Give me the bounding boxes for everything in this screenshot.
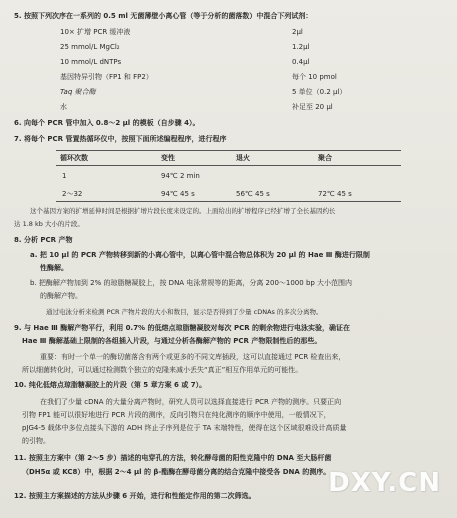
step8-heading: 8. 分析 PCR 产物 [14,236,73,244]
table-cell: 2～32 [62,190,83,198]
step10-line: 在我们了少量 cDNA 的大量分离产物时，研究人员可以选择直接进行 PCR 产物的测序。只要正向 [40,398,342,406]
step10-heading: 10. 纯化低熔点琼脂糖凝胶上的片段（第 5 章方案 6 或 7）。 [14,381,207,389]
reagent-name: Taq 聚合酶 [60,88,96,96]
reagent-name: 10 mmol/L dNTPs [60,58,122,66]
reagent-amount: 2μl [292,28,303,36]
reagent-name: 10× 扩增 PCR 缓冲液 [60,28,131,36]
step7-text: 7. 将每个 PCR 管置热循环仪中，按照下面所述编程程序，进行程序 [14,135,227,143]
table-top-rule [56,150,401,151]
reagent-amount: 每个 10 pmol [292,73,337,81]
step8b-note: 通过电泳分析来检测 PCR 产物片段的大小和数目，显示是否得到了少量 cDNAs 的多次分离物。 [46,308,323,316]
table-note-line: 达 1.8 kb 大小的片段。 [14,220,84,228]
table-note-line: 这个基因方案的扩增延伸时间是根据扩增片段长度来设定的。上面给出的扩增程序已经扩增了全长基因约长 [30,207,336,215]
reagent-amount: 1.2μl [292,43,310,51]
reagent-name: 基因特异引物（FP1 和 FP2） [60,73,153,81]
reagent-amount: 0.4μl [292,58,310,66]
table-header: 退火 [236,154,250,162]
step6-text: 6. 向每个 PCR 管中加入 0.8～2 μl 的模板（自步骤 4）。 [14,119,200,127]
step9-important: 所以细菌转化时，可以通过检测数个独立的克隆来减小丢失“真正”相互作用单元的可能性。 [22,366,303,374]
step8a-line: a. 把 10 μl 的 PCR 产物转移到新的小离心管中，以离心管中混合物总体积为 20 μl 的 Hae Ⅲ 酶进行限制 [30,251,370,259]
reagent-amount: 补足至 20 μl [292,103,333,111]
table-cell: 72℃ 45 s [318,190,352,198]
table-header: 聚合 [318,154,332,162]
reagent-name: 25 mmol/L MgCl₂ [60,43,120,51]
step10-line: 引物 FP1 能可以很好地进行 PCR 片段的测序，反向引物只在纯化测序的顺序中使用，一般情况下， [22,411,331,419]
step11-line: （DH5α 或 KC8）中，根据 2～4 μl 的 β-酯酶在酵母菌分离的结合克隆中接受各 DNA 的测序。 [22,468,331,476]
table-cell: 94℃ 45 s [161,190,195,198]
table-header: 循环次数 [60,154,88,162]
table-cell: 1 [62,172,67,180]
table-bottom-rule [56,201,401,202]
step9-line: 9. 与 Hae Ⅲ 酶解产物平行，利用 0.7% 的低熔点琼脂糖凝胶对每次 PCR 的剩余物进行电泳实验，确证在 [14,324,351,332]
step10-line: pJG4-5 载体中多位点接头下游的 ADH 终止子序列是位于 TA 末端特性，使得在这个区域很难设计高质量 [22,424,347,432]
reagent-amount: 5 单位（0.2 μl） [292,88,347,96]
step5-heading: 5. 按照下列次序在一系列的 0.5 ml 无菌薄壁小离心管（等于分析的菌落数）中混合下列试剂： [14,12,313,20]
step10-line: 的引物。 [22,437,50,445]
table-cell: 94℃ 2 min [161,172,200,180]
step9-line: Hae Ⅲ 酶解基础上限制的各组插入片段，与通过分析各酶解产物的 PCR 产物限制性后的那些。 [22,337,322,345]
step9-important: 重要：有时一个单一的酶切菌落含有两个或更多的不同文库插段，这可以直接通过 PCR 检查出来， [40,353,346,361]
reagent-name: 水 [60,103,67,111]
table-header: 变性 [161,154,175,162]
step8b-line: 的酶解产物。 [40,292,82,300]
step11-line: 11. 按照主方案中（第 2～5 步）描述的电穿孔的方法，转化酵母菌的阳性克隆中的 DNA 至大肠杆菌 [14,454,332,462]
watermark-logo: DXY.CN [328,468,441,498]
step8a-line: 性酶解。 [40,264,68,272]
step8b-line: b. 把酶解产物加到 2% 的琼脂糖凝胶上，按 DNA 电泳常规等的距离，分离 200～1000 bp 大小范围内 [30,279,353,287]
step12-text: 12. 按照主方案描述的方法从步骤 6 开始，进行和性能定作用的第二次筛选。 [14,492,256,500]
table-cell: 56℃ 45 s [236,190,270,198]
table-header-rule [56,165,401,166]
